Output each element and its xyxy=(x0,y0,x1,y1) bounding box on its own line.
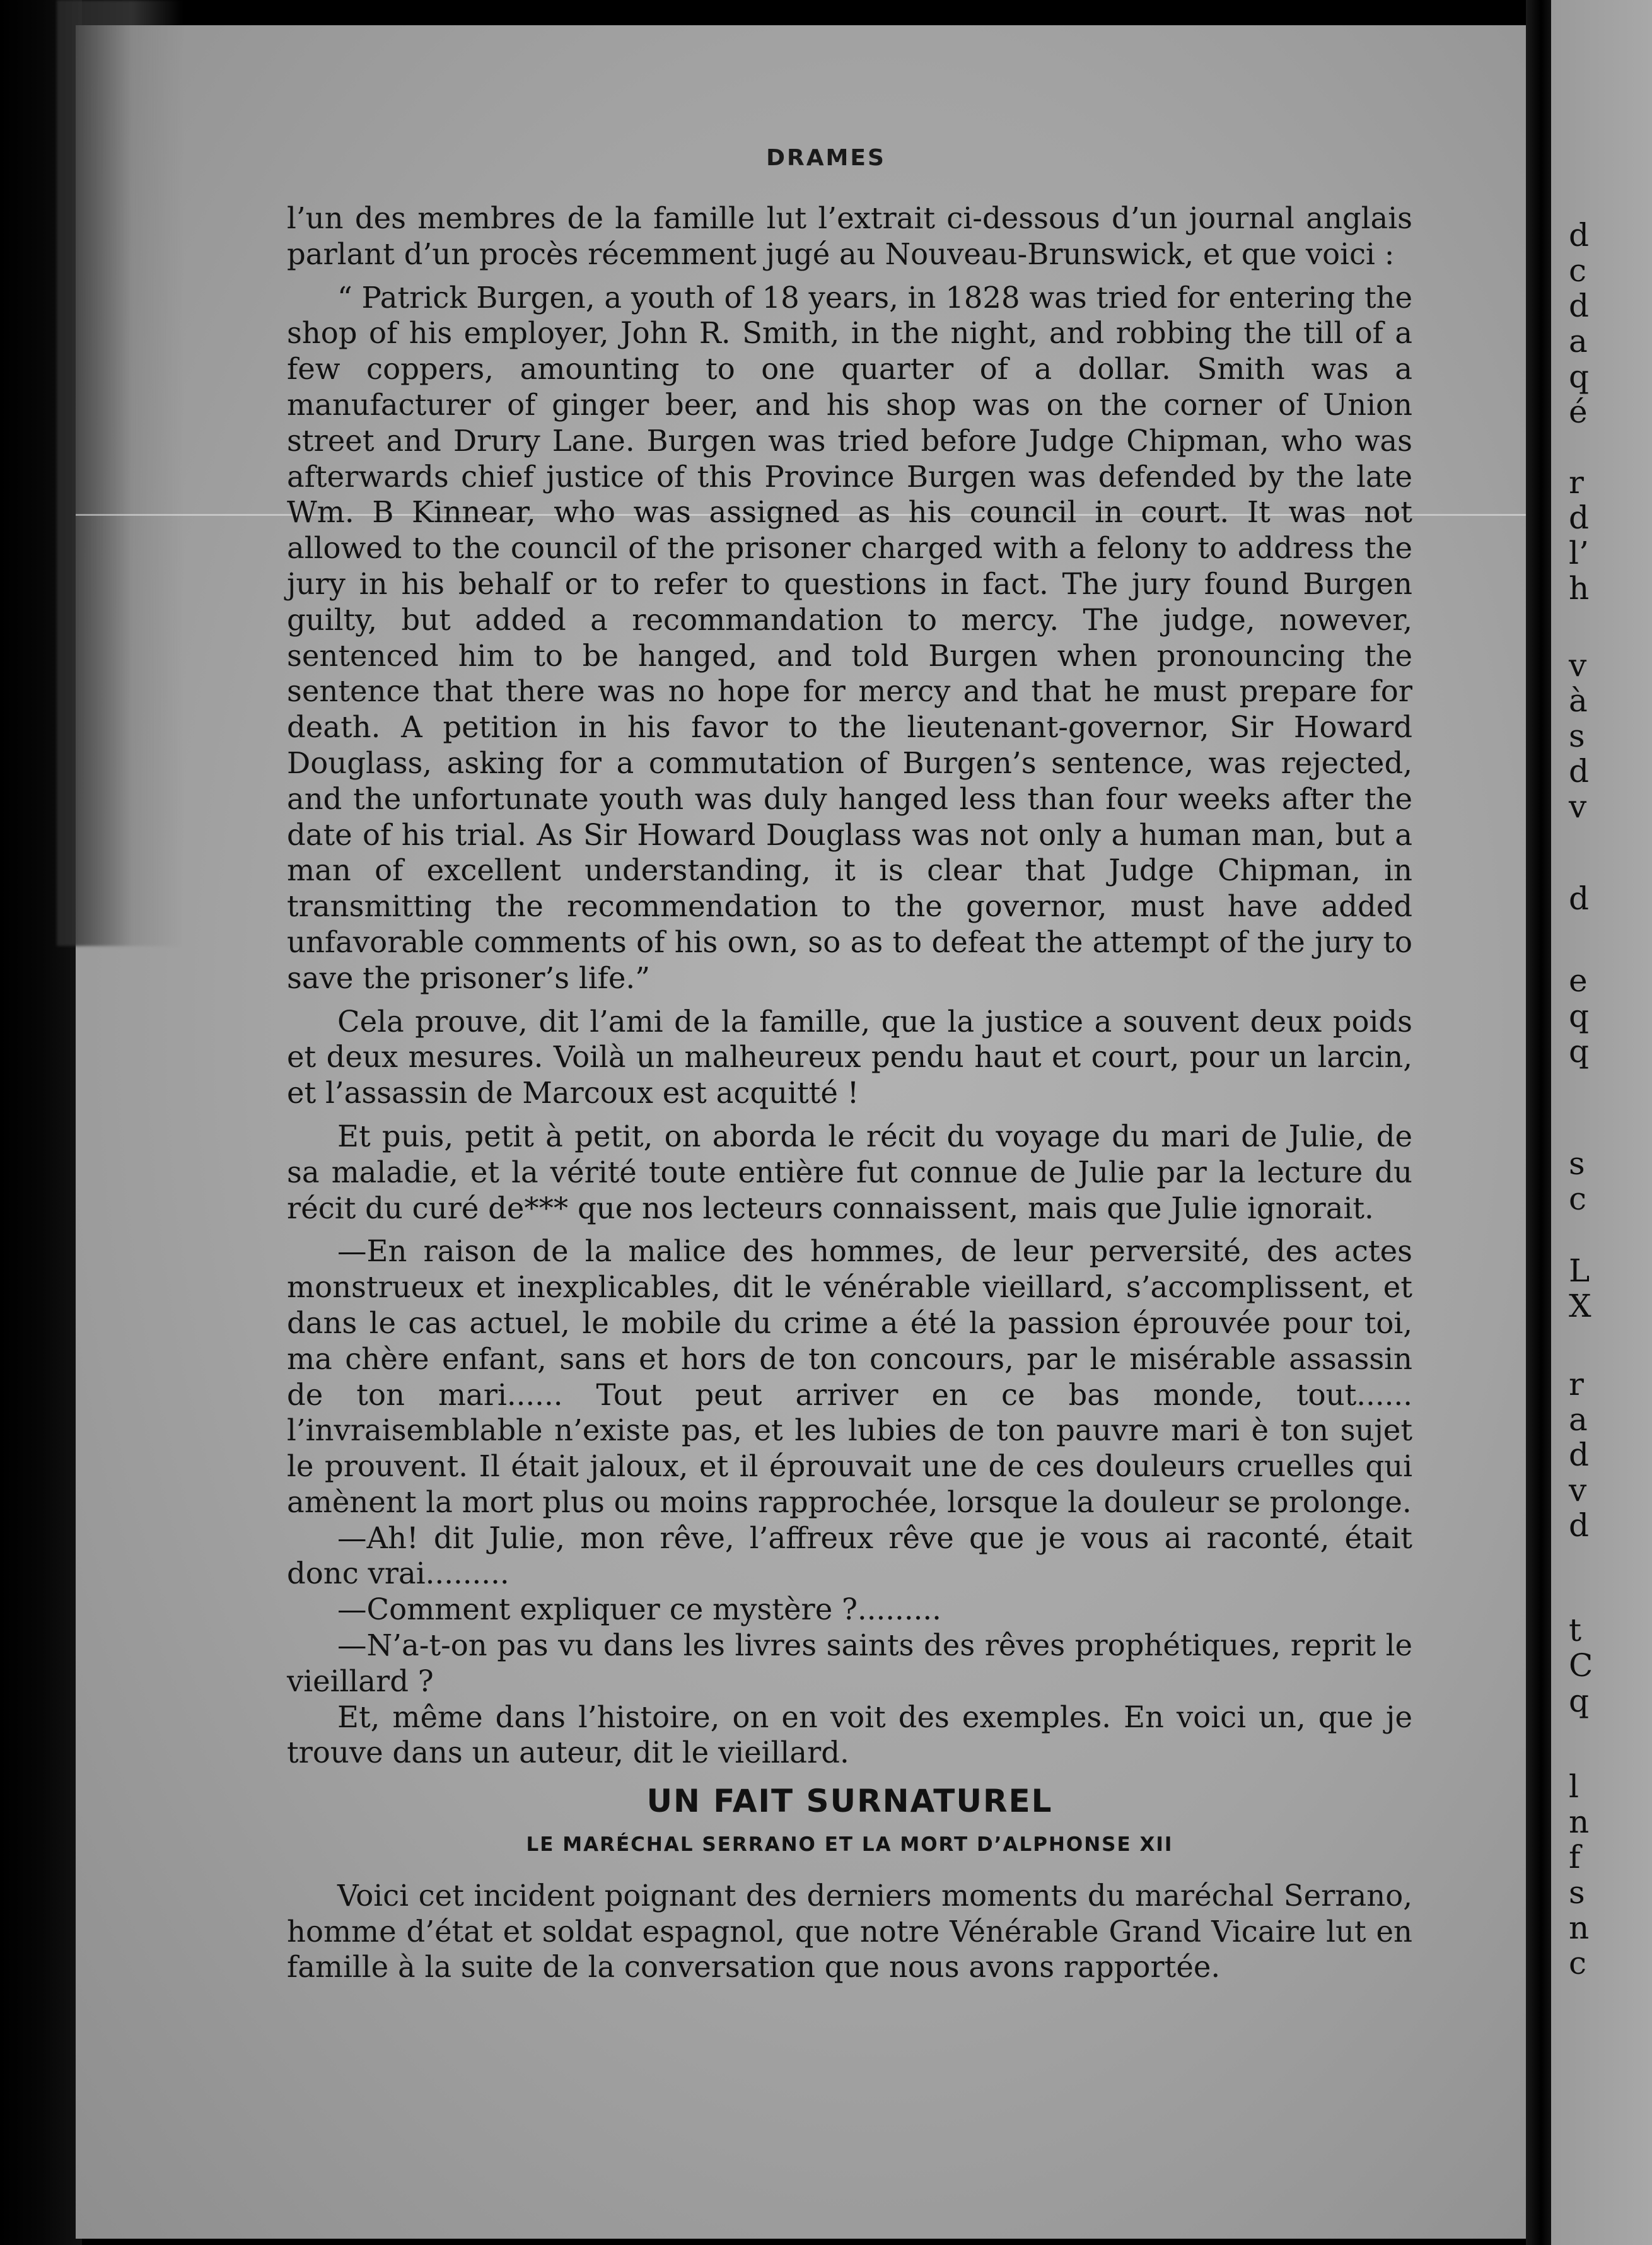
dialogue-paragraph: —N’a-t-on pas vu dans les livres saints des rêves prophétiques, reprit le vieillard ? xyxy=(287,1628,1412,1698)
adjacent-page-fragment: d xyxy=(1569,288,1590,324)
adjacent-page-fragment: q xyxy=(1569,998,1590,1034)
adjacent-page-fragment: r xyxy=(1569,464,1584,501)
adjacent-page-fragment: n xyxy=(1569,1804,1590,1840)
adjacent-page-fragment: d xyxy=(1569,1507,1590,1544)
adjacent-page-fragment: a xyxy=(1569,1401,1588,1438)
adjacent-page-fragment: v xyxy=(1569,647,1587,684)
adjacent-page-fragment: d xyxy=(1569,499,1590,536)
section-subheading: LE MARÉCHAL SERRANO ET LA MORT D’ALPHONSE XII xyxy=(526,1833,1173,1857)
page-gutter xyxy=(1526,0,1551,2245)
section-heading: UN FAIT SURNATUREL xyxy=(646,1783,1053,1820)
adjacent-page-fragment: l’ xyxy=(1569,535,1589,571)
paragraph: Cela prouve, dit l’ami de la famille, que la justice a souvent deux poids et deux mesures. Voilà un malheureux pendu haut et court, pour un larcin, et l’assassin de Marcoux est acquitté ! xyxy=(287,1004,1412,1111)
torn-edge xyxy=(57,0,183,946)
paragraph: Voici cet incident poignant des derniers moments du maréchal Serrano, homme d’état et soldat espagnol, que notre Vénérable Grand Vicaire lut en famille à la suite de la conversation que nous avons rapportée. xyxy=(287,1878,1412,1985)
adjacent-page-fragment: v xyxy=(1569,788,1587,825)
adjacent-page-fragment: v xyxy=(1569,1472,1587,1508)
adjacent-page-fragment: s xyxy=(1569,1874,1585,1911)
adjacent-page-fragment: f xyxy=(1569,1839,1581,1875)
adjacent-page-fragment: d xyxy=(1569,1437,1590,1473)
dialogue-paragraph: —Comment expliquer ce mystère ?......... xyxy=(337,1592,941,1627)
adjacent-page-fragment: C xyxy=(1569,1647,1593,1684)
adjacent-page-fragment: t xyxy=(1569,1612,1582,1648)
paragraph: Et, même dans l’histoire, on en voit des exemples. En voici un, que je trouve dans un auteur, dit le vieillard. xyxy=(287,1700,1412,1770)
adjacent-page-fragment: r xyxy=(1569,1366,1584,1402)
adjacent-page-fragment: d xyxy=(1569,880,1590,917)
paragraph: Et puis, petit à petit, on aborda le récit du voyage du mari de Julie, de sa maladie, et la vérité toute entière fut connue de Julie par la lecture du récit du curé de*** que nos lecteurs connaissent, mais que Julie ignorait. xyxy=(287,1119,1412,1225)
adjacent-page-fragment: d xyxy=(1569,217,1590,254)
adjacent-page-fragment: q xyxy=(1569,358,1590,395)
adjacent-page-fragment: s xyxy=(1569,1145,1585,1182)
adjacent-page-fragment: q xyxy=(1569,1682,1590,1719)
adjacent-page-fragment: q xyxy=(1569,1033,1590,1070)
adjacent-page-fragment: c xyxy=(1569,1945,1587,1981)
running-header: DRAMES xyxy=(766,145,886,171)
adjacent-page-fragment: a xyxy=(1569,323,1588,359)
adjacent-page-fragment: c xyxy=(1569,1181,1587,1217)
adjacent-page-fragment: l xyxy=(1569,1768,1579,1805)
adjacent-page-fragment: é xyxy=(1569,394,1588,430)
dialogue-paragraph: —Ah! dit Julie, mon rêve, l’affreux rêve que je vous ai raconté, était donc vrai......... xyxy=(287,1520,1412,1591)
adjacent-page-fragment: s xyxy=(1569,718,1585,754)
adjacent-page-fragment: X xyxy=(1569,1288,1591,1324)
adjacent-page-fragment: L xyxy=(1569,1252,1590,1289)
dialogue-paragraph: —En raison de la malice des hommes, de leur perversité, des actes monstrueux et inexplicables, dit le vénérable vieillard, s’accomplissent, et dans le cas actuel, le mobile du crime a été la passion éprouvée pour toi, ma chère enfant, sans et hors de ton concours, par le misérable assassin de ton mari...... Tout peut arriver en ce bas monde, tout...... l’invraisemblable n’existe pas, et les lubies de ton pauvre mari è ton sujet le prouvent. Il était jaloux, et il éprouvait une de ces douleurs cruelles qui amènent la mort plus ou moins rapprochée, lorsque la douleur se prolonge. xyxy=(287,1234,1412,1519)
quoted-article-paragraph: “ Patrick Burgen, a youth of 18 years, in 1828 was tried for entering the shop of his employer, John R. Smith, in the night, and robbing the till of a few coppers, amounting to one quarter of a dollar. Smith was a manufacturer of ginger beer, and his shop was on the corner of Union street and Drury Lane. Burgen was tried before Judge Chipman, who was afterwards chief justice of this Province Burgen was defended by the late Wm. B Kinnear, who was assigned as his council in court. It was not allowed to the council of the prisoner charged with a felony to address the jury in his behalf or to refer to questions in fact. The jury found Burgen guilty, but added a recommandation to mercy. The judge, nowever, sentenced him to be hanged, and told Burgen when pronouncing the sentence that there was no hope for mercy and that he must prepare for death. A petition in his favor to the lieutenant-governor, Sir Howard Douglass, asking for a commutation of Burgen’s sentence, was rejected, and the unfortunate youth was duly hanged less than four weeks after the date of his trial. As Sir Howard Douglass was not only a human man, but a man of excellent understanding, it is clear that Judge Chipman, in transmitting the recommendation to the governor, must have added unfavorable comments of his own, so as to defeat the attempt of the jury to save the prisoner’s life.” xyxy=(287,280,1413,995)
adjacent-page-fragment: à xyxy=(1569,682,1588,719)
adjacent-page-fragment: e xyxy=(1569,962,1588,999)
adjacent-page xyxy=(1551,0,1652,2245)
adjacent-page-fragment: h xyxy=(1569,570,1590,607)
adjacent-page-fragment: n xyxy=(1569,1910,1590,1946)
page-body xyxy=(287,201,1412,1993)
adjacent-page-fragment: c xyxy=(1569,252,1587,289)
paragraph: l’un des membres de la famille lut l’extrait ci-dessous d’un journal anglais parlant d’un procès récemment jugé au Nouveau-Brunswick, et que voici : xyxy=(287,201,1412,271)
adjacent-page-fragment: d xyxy=(1569,753,1590,790)
